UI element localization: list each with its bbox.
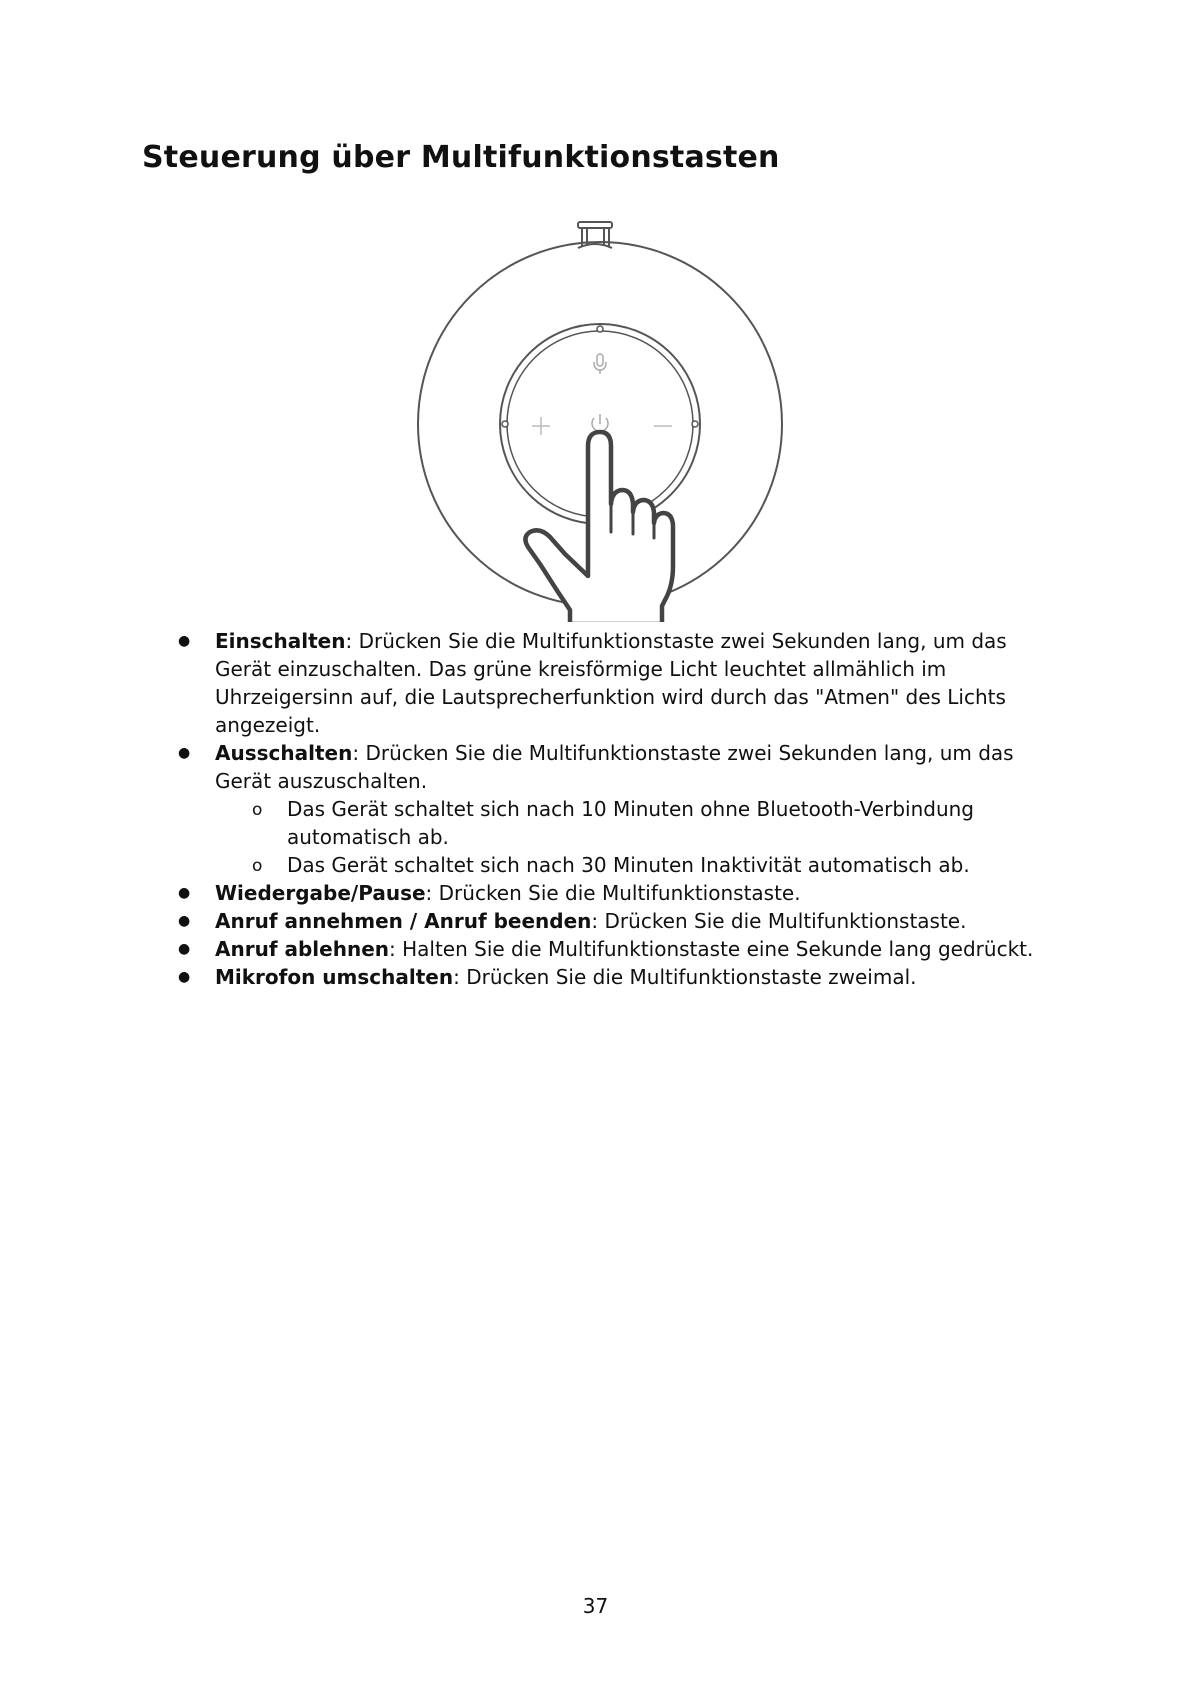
list-item-anruf-annehmen [178, 907, 1058, 935]
sub-list-item: o Das Gerät schaltet sich nach 30 Minuten Inaktivität automatisch ab. [215, 851, 1058, 879]
item-term: Wiedergabe/Pause [215, 881, 426, 905]
instructions-section [178, 627, 1058, 991]
sub-list-item: o Das Gerät schaltet sich nach 10 Minuten ohne Bluetooth-Verbindung automatisch ab. [215, 795, 1058, 851]
item-term: Ausschalten [215, 741, 353, 765]
instructions-list [178, 627, 1058, 991]
page-number: 37 [582, 1594, 609, 1618]
item-text: : Drücken Sie die Multifunktionstaste zwei Sekunden lang, um das Gerät auszuschalten. [215, 741, 1014, 793]
list-item-einschalten [178, 627, 1058, 739]
indicator-dot-left [502, 421, 508, 427]
item-term: Einschalten [215, 629, 346, 653]
page-title: Steuerung über Multifunktionstasten [142, 140, 780, 175]
item-term: Mikrofon umschalten [215, 965, 454, 989]
power-icon [592, 414, 608, 431]
speaker-diagram [400, 212, 800, 622]
list-item-anruf-ablehnen [178, 935, 1058, 963]
item-text: : Drücken Sie die Multifunktionstaste. [591, 909, 967, 933]
item-term: Anruf annehmen / Anruf beenden [215, 909, 592, 933]
list-item-mikrofon [178, 963, 1058, 991]
pointing-hand-icon [525, 432, 673, 622]
plus-icon [532, 417, 550, 435]
item-term: Anruf ablehnen [215, 937, 389, 961]
item-text: : Halten Sie die Multifunktionstaste eine Sekunde lang gedrückt. [389, 937, 1034, 961]
lanyard-strap [578, 222, 612, 248]
list-item-ausschalten [178, 739, 1058, 879]
ausschalten-sublist [215, 795, 1058, 879]
microphone-icon [594, 354, 606, 374]
item-text: : Drücken Sie die Multifunktionstaste. [425, 881, 801, 905]
list-item-wiedergabe [178, 879, 1058, 907]
speaker-illustration [400, 212, 800, 622]
item-text: : Drücken Sie die Multifunktionstaste zwei Sekunden lang, um das Gerät einzuschalten. Das grüne kreisförmige Licht leuchtet allmählich im Uhrzeigersinn auf, die Lautsprecherfunktion wird durch das "Atmen" des Lichts angezeigt. [215, 629, 1007, 737]
indicator-dot-top [597, 326, 603, 332]
indicator-dot-right [692, 421, 698, 427]
item-text: : Drücken Sie die Multifunktionstaste zweimal. [453, 965, 917, 989]
